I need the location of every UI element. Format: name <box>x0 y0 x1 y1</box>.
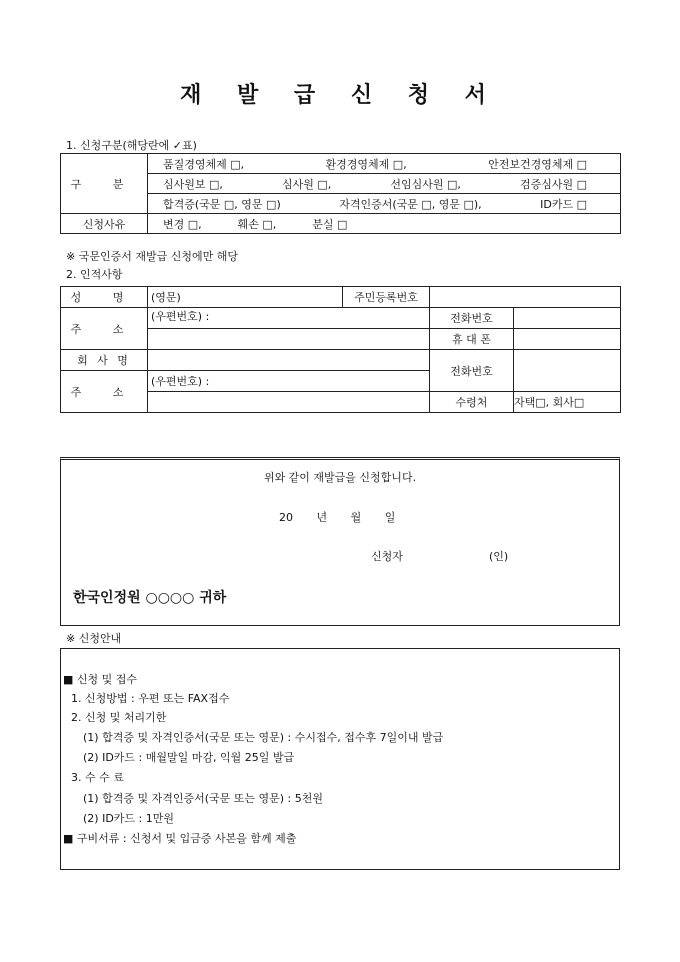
recipient-organization: 한국인정원 ○○○○ 귀하 <box>73 590 227 606</box>
mobile-label: 휴 대 폰 <box>430 329 514 350</box>
application-guide-box <box>60 648 620 870</box>
resident-number-field[interactable] <box>430 287 621 308</box>
name-field[interactable]: (영문) <box>148 287 343 308</box>
option-verification-auditor[interactable]: 검증심사원 □ <box>519 177 587 191</box>
guide-line: 2. 신청 및 처리기한 <box>71 711 167 724</box>
application-date[interactable]: 20 년 월 일 <box>279 511 396 524</box>
company-address-field[interactable] <box>148 392 430 413</box>
option-lead-auditor[interactable]: 선임심사원 □, <box>390 177 461 191</box>
company-phone-field[interactable] <box>514 350 621 392</box>
option-provisional-auditor[interactable]: 심사원보 □, <box>163 177 223 191</box>
seal-mark: (인) <box>489 550 509 563</box>
home-address-label: 주 소 <box>61 308 148 350</box>
declaration-box <box>60 457 620 626</box>
resident-number-label: 주민등록번호 <box>343 287 430 308</box>
guide-line: 3. 수 수 료 <box>71 771 124 784</box>
option-quality-system[interactable]: 품질경영체제 □, <box>163 157 245 171</box>
section1-heading: 1. 신청구분(해당란에 ✓표) <box>66 139 197 152</box>
option-auditor[interactable]: 심사원 □, <box>281 177 332 191</box>
receive-options[interactable]: 자택□, 회사□ <box>514 392 621 413</box>
application-type-table <box>60 153 621 234</box>
receive-label: 수령처 <box>430 392 514 413</box>
option-change[interactable]: 변경 □, <box>163 217 202 231</box>
guide-line: (1) 합격증 및 자격인증서(국문 또는 영문) : 수시접수, 접수후 7일이내 발급 <box>83 731 444 744</box>
option-safety-system[interactable]: 안전보건경영체제 □ <box>488 157 587 171</box>
guide-line: (2) ID카드 : 1만원 <box>83 812 174 825</box>
option-damage[interactable]: 훼손 □, <box>237 217 277 231</box>
declaration-text: 위와 같이 재발급을 신청합니다. <box>263 471 417 484</box>
category-label: 구 분 <box>61 154 148 214</box>
reason-options-row <box>148 214 621 234</box>
company-postal-field[interactable]: (우편번호) : <box>148 371 430 392</box>
option-lost[interactable]: 분실 □ <box>312 217 348 231</box>
korean-only-note: ※ 국문인증서 재발급 신청에만 해당 <box>66 250 238 263</box>
company-address-label: 주 소 <box>61 371 148 413</box>
mobile-field[interactable] <box>514 329 621 350</box>
reason-label: 신청사유 <box>61 214 148 234</box>
company-phone-label: 전화번호 <box>430 350 514 392</box>
personal-info-table <box>60 286 621 413</box>
guide-line: ■ 구비서류 : 신청서 및 입금증 사본을 함께 제출 <box>63 832 297 845</box>
home-phone-field[interactable] <box>514 308 621 329</box>
guide-heading: ※ 신청안내 <box>66 632 122 645</box>
option-qualification-certificate[interactable]: 자격인증서(국문 □, 영문 □), <box>339 197 482 211</box>
guide-line: ■ 신청 및 접수 <box>63 673 138 686</box>
guide-line: (1) 합격증 및 자격인증서(국문 또는 영문) : 5천원 <box>83 792 323 805</box>
document-options-row <box>148 194 621 214</box>
option-environment-system[interactable]: 환경경영체제 □, <box>325 157 407 171</box>
guide-line: 1. 신청방법 : 우편 또는 FAX접수 <box>71 692 230 705</box>
name-label: 성 명 <box>61 287 148 308</box>
home-phone-label: 전화번호 <box>430 308 514 329</box>
home-address-field[interactable] <box>148 329 430 350</box>
auditor-options-row <box>148 174 621 194</box>
section2-heading: 2. 인적사항 <box>66 268 123 281</box>
company-name-field[interactable] <box>148 350 430 371</box>
option-id-card[interactable]: ID카드 □ <box>540 197 587 211</box>
option-certificate[interactable]: 합격증(국문 □, 영문 □) <box>163 197 281 211</box>
company-name-label: 회 사 명 <box>61 350 148 371</box>
applicant-label: 신청자 <box>371 550 403 563</box>
guide-line: (2) ID카드 : 매월말일 마감, 익월 25일 발급 <box>83 751 295 764</box>
system-options-row <box>148 154 621 174</box>
form-title: 재 발 급 신 청 서 <box>180 82 500 108</box>
home-postal-field[interactable]: (우편번호) : <box>148 308 430 329</box>
